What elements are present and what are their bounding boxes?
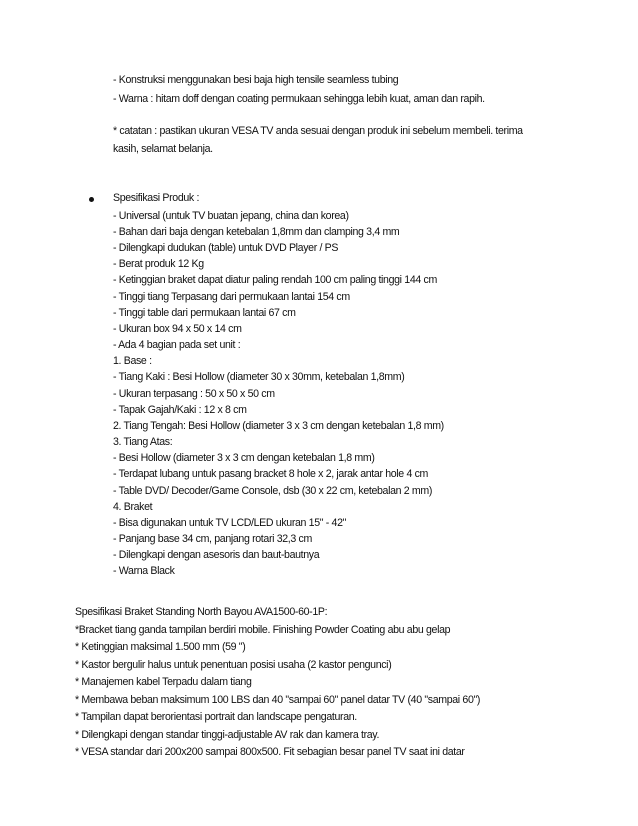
spec-line: - Bahan dari baja dengan ketebalan 1,8mm dan clamping 3,4 mm xyxy=(113,226,400,238)
spec-line: - Dilengkapi dengan asesoris dan baut-bautnya xyxy=(113,549,320,561)
spec-line: - Berat produk 12 Kg xyxy=(113,258,204,270)
spec-line: - Table DVD/ Decoder/Game Console, dsb (30 x 22 cm, ketebalan 2 mm) xyxy=(113,485,433,497)
spec-line: - Tapak Gajah/Kaki : 12 x 8 cm xyxy=(113,404,247,416)
bracket-line: * Manajemen kabel Terpadu dalam tiang xyxy=(75,676,252,688)
spec-line: - Panjang base 34 cm, panjang rotari 32,3 cm xyxy=(113,533,312,545)
spec-line: 1. Base : xyxy=(113,355,152,367)
bracket-heading: Spesifikasi Braket Standing North Bayou AVA1500-60-1P: xyxy=(75,606,328,618)
text-line: kasih, selamat belanja. xyxy=(113,143,213,155)
spec-line: - Ketinggian braket dapat diatur paling rendah 100 cm paling tinggi 144 cm xyxy=(113,274,437,286)
bracket-line: * Dilengkapi dengan standar tinggi-adjustable AV rak dan kamera tray. xyxy=(75,729,380,741)
spec-line: - Dilengkapi dudukan (table) untuk DVD Player / PS xyxy=(113,242,339,254)
bracket-line: * VESA standar dari 200x200 sampai 800x500. Fit sebagian besar panel TV saat ini datar xyxy=(75,746,465,758)
spec-line: - Tiang Kaki : Besi Hollow (diameter 30 x 30mm, ketebalan 1,8mm) xyxy=(113,371,405,383)
spec-heading: Spesifikasi Produk : xyxy=(113,192,200,204)
text-line: * catatan : pastikan ukuran VESA TV anda sesuai dengan produk ini sebelum membeli. terima xyxy=(113,125,523,137)
spec-line: - Besi Hollow (diameter 3 x 3 cm dengan ketebalan 1,8 mm) xyxy=(113,452,375,464)
bracket-line: * Ketinggian maksimal 1.500 mm (59 ") xyxy=(75,641,246,653)
bracket-line: * Membawa beban maksimum 100 LBS dan 40 "sampai 60" panel datar TV (40 "sampai 60") xyxy=(75,694,481,706)
spec-line: 2. Tiang Tengah: Besi Hollow (diameter 3 x 3 cm dengan ketebalan 1,8 mm) xyxy=(113,420,444,432)
bracket-line: *Bracket tiang ganda tampilan berdiri mobile. Finishing Powder Coating abu abu gelap xyxy=(75,624,451,636)
spec-line: - Warna Black xyxy=(113,565,175,577)
spec-line: - Terdapat lubang untuk pasang bracket 8 hole x 2, jarak antar hole 4 cm xyxy=(113,468,428,480)
spec-line: 4. Braket xyxy=(113,501,153,513)
bullet-icon xyxy=(89,197,94,202)
bracket-line: * Tampilan dapat berorientasi portrait dan landscape pengaturan. xyxy=(75,711,357,723)
spec-line: - Ukuran terpasang : 50 x 50 x 50 cm xyxy=(113,388,275,400)
spec-line: - Universal (untuk TV buatan jepang, china dan korea) xyxy=(113,210,349,222)
text-line: - Konstruksi menggunakan besi baja high tensile seamless tubing xyxy=(113,74,399,86)
spec-line: 3. Tiang Atas: xyxy=(113,436,173,448)
spec-line: - Tinggi table dari permukaan lantai 67 cm xyxy=(113,307,296,319)
text-line: - Warna : hitam doff dengan coating permukaan sehingga lebih kuat, aman dan rapih. xyxy=(113,93,485,105)
spec-line: - Ukuran box 94 x 50 x 14 cm xyxy=(113,323,242,335)
spec-line: - Tinggi tiang Terpasang dari permukaan lantai 154 cm xyxy=(113,291,350,303)
bracket-line: * Kastor bergulir halus untuk penentuan posisi usaha (2 kastor pengunci) xyxy=(75,659,392,671)
spec-line: - Bisa digunakan untuk TV LCD/LED ukuran 15" - 42" xyxy=(113,517,347,529)
spec-line: - Ada 4 bagian pada set unit : xyxy=(113,339,241,351)
